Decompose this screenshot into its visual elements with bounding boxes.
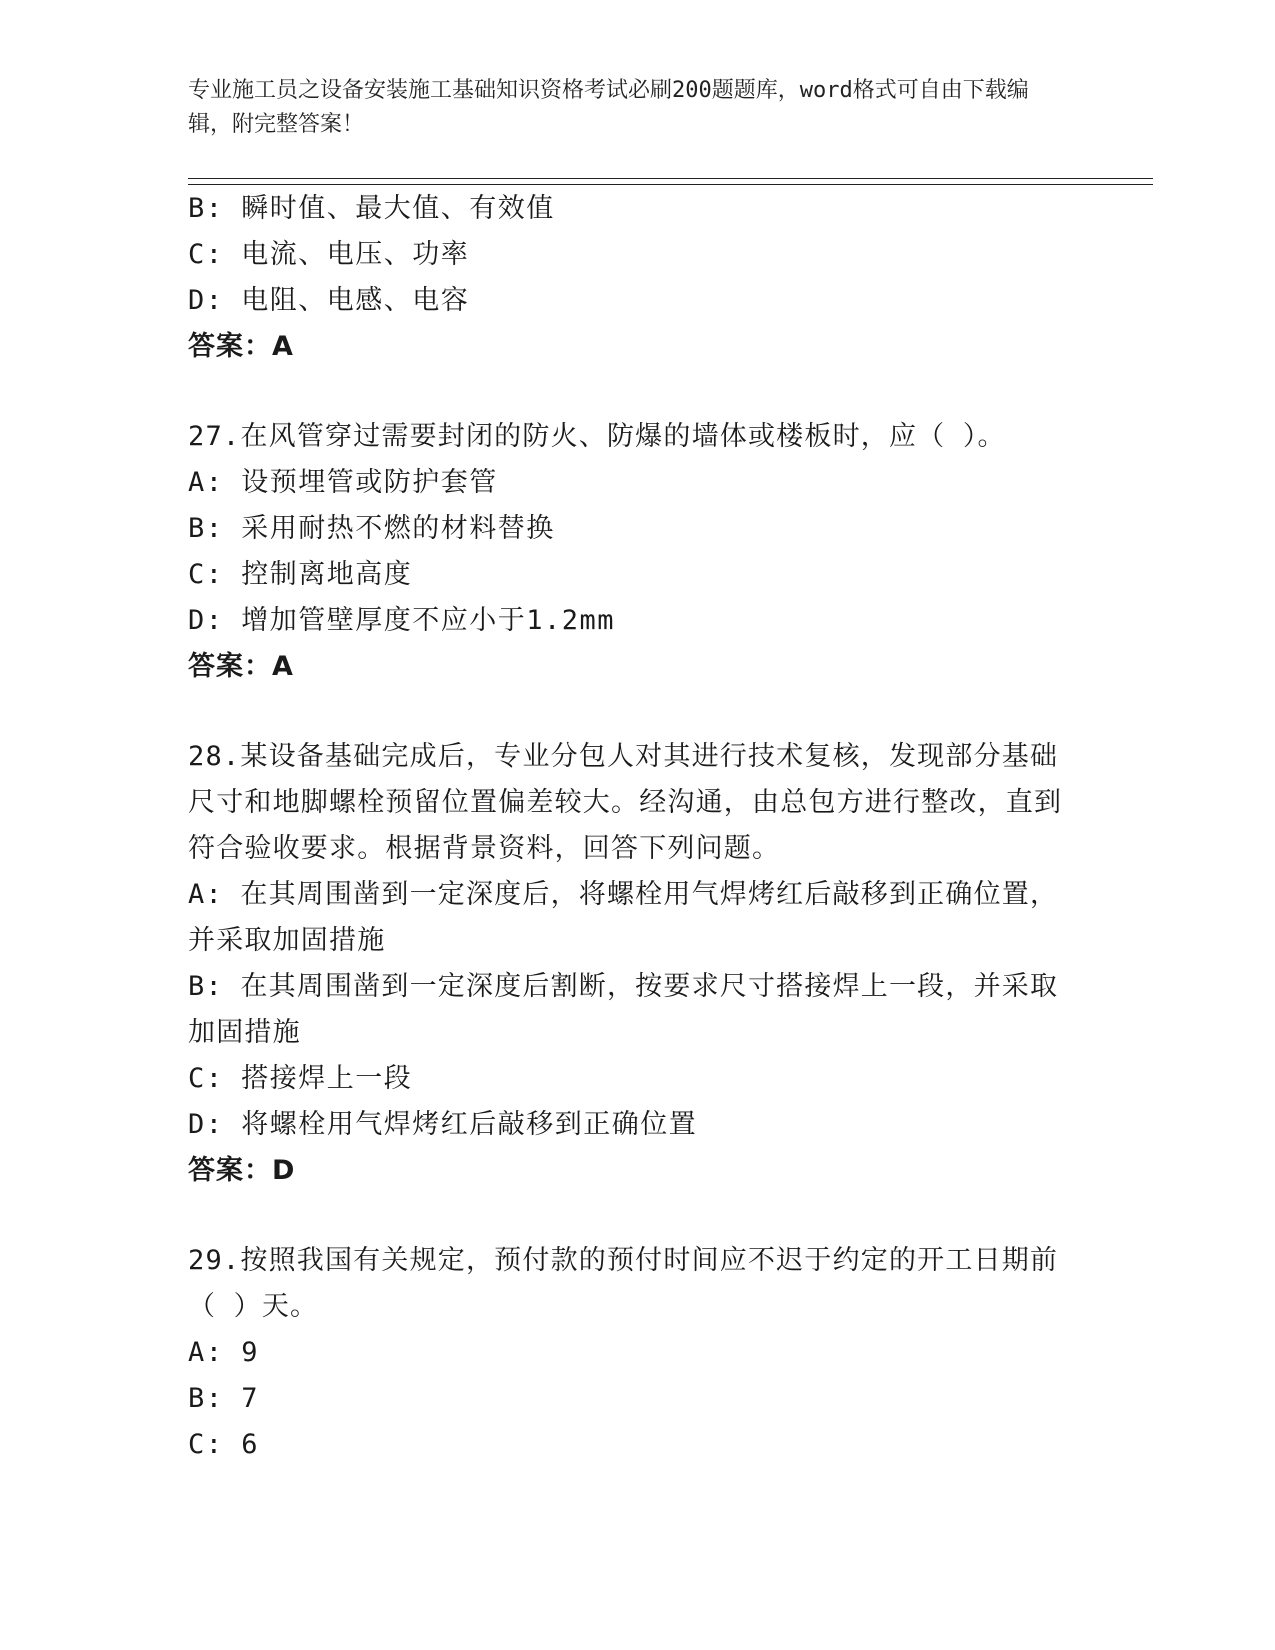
header-title: 专业施工员之设备安装施工基础知识资格考试必刷200题题库，word格式可自由下载编辑，附完整答案！ [188, 78, 1029, 137]
option-a: A: 9 [188, 1337, 260, 1368]
option-c: C: 控制离地高度 [188, 559, 413, 590]
option-b: B: 采用耐热不燃的材料替换 [188, 513, 555, 544]
option-b: B: 瞬时值、最大值、有效值 [188, 193, 555, 224]
answer-label: 答案：D [188, 1155, 296, 1186]
option-d: D: 电阻、电感、电容 [188, 285, 470, 316]
option-c: C: 6 [188, 1429, 260, 1460]
option-a: A: 在其周围凿到一定深度后，将螺栓用气焊烤红后敲移到正确位置，并采取加固措施 [188, 879, 1059, 956]
question-28 [188, 734, 1068, 1194]
question-stem: 27.在风管穿过需要封闭的防火、防爆的墙体或楼板时，应（ ）。 [188, 421, 1006, 452]
option-d: D: 将螺栓用气焊烤红后敲移到正确位置 [188, 1109, 698, 1140]
answer-label: 答案：A [188, 331, 294, 362]
option-c: C: 电流、电压、功率 [188, 239, 470, 270]
option-d: D: 增加管壁厚度不应小于1.2mm [188, 605, 616, 636]
header-divider [188, 178, 1153, 185]
option-c: C: 搭接焊上一段 [188, 1063, 413, 1094]
question-stem: 29.按照我国有关规定，预付款的预付时间应不迟于约定的开工日期前（ ）天。 [188, 1245, 1059, 1322]
spacer [188, 690, 1068, 734]
question-27 [188, 414, 1068, 690]
option-b: B: 在其周围凿到一定深度后割断，按要求尺寸搭接焊上一段，并采取加固措施 [188, 971, 1059, 1048]
option-a: A: 设预埋管或防护套管 [188, 467, 498, 498]
document-header [188, 74, 1068, 142]
option-b: B: 7 [188, 1383, 260, 1414]
question-content [188, 186, 1068, 1468]
spacer [188, 1194, 1068, 1238]
spacer [188, 370, 1068, 414]
question-29 [188, 1238, 1068, 1468]
question-26-continued [188, 186, 1068, 370]
answer-label: 答案：A [188, 651, 294, 682]
question-stem: 28.某设备基础完成后，专业分包人对其进行技术复核，发现部分基础尺寸和地脚螺栓预留位置偏差较大。经沟通，由总包方进行整改，直到符合验收要求。根据背景资料，回答下列问题。 [188, 741, 1063, 864]
